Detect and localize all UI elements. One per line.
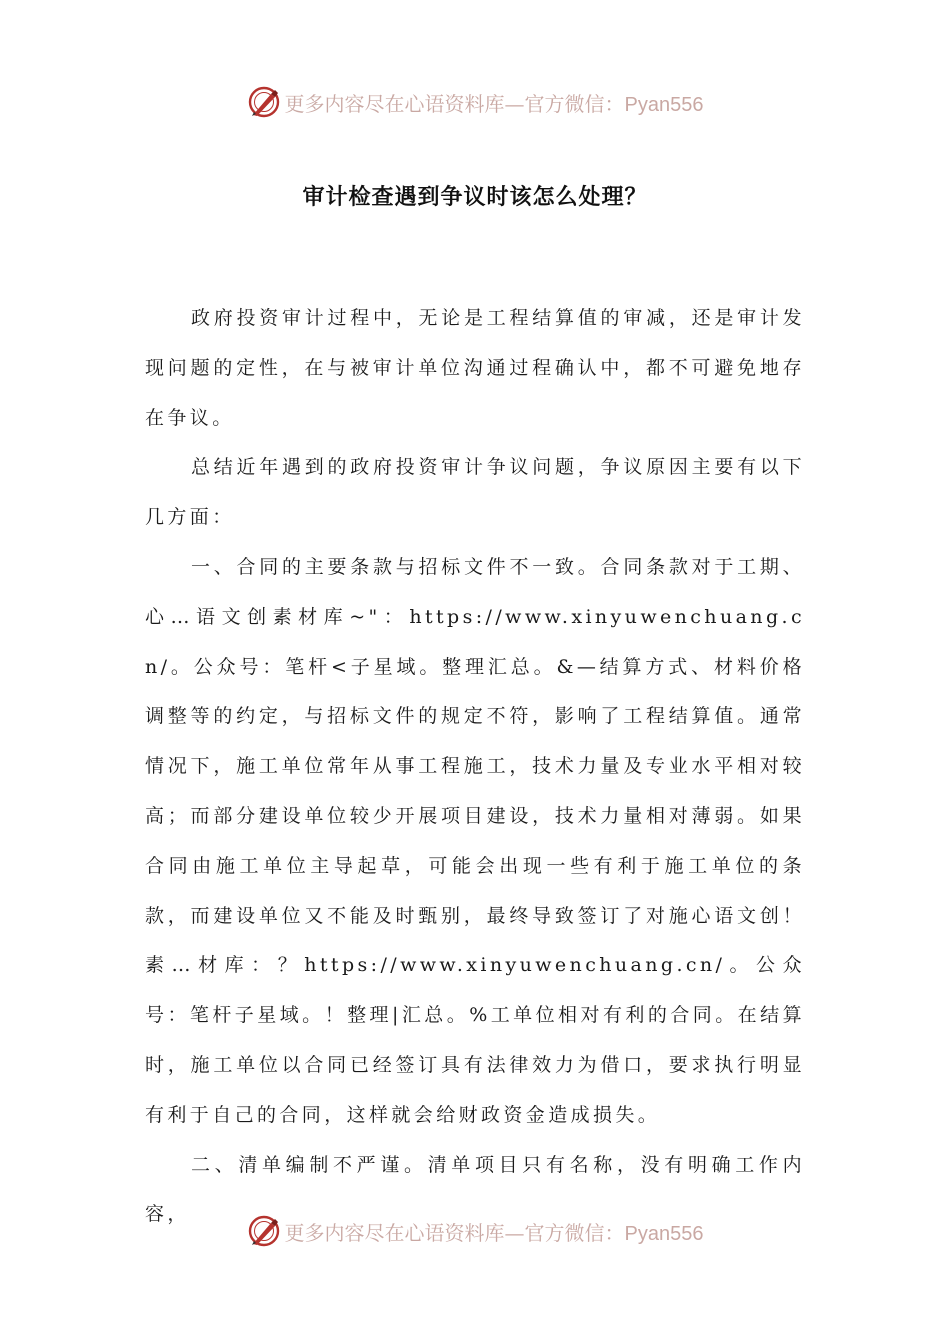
banner-text <box>285 1217 704 1246</box>
pen-seal-logo-icon <box>247 85 281 119</box>
paragraph-3: 一、合同的主要条款与招标文件不一致。合同条款对于工期、心…语文创素材库~"：https://www.xinyuwenchuang.cn/。公众号：笔杆<子星域。整理汇总。&—结算方式、材料价格调整等的约定，与招标文件的规定不符，影响了工程结算值。通常情况下，施工单位常年从事工程施工，技术力量及专业水平相对较高；而部分建设单位较少开展项目建设，技术力量相对薄弱。如果合同由施工单位主导起草，可能会出现一些有利于施工单位的条款，而建设单位又不能及时甄别，最终导致签订了对施心语文创！素…材库：？https://www.xinyuwenchuang.cn/。公众号：笔杆子星域。！整理|汇总。%工单位相对有利的合同。在结算时，施工单位以合同已经签订具有法律效力为借口，要求执行明显有利于自己的合同，这样就会给财政资金造成损失。 <box>145 555 805 1126</box>
pen-seal-logo-icon <box>247 1214 281 1248</box>
banner-wechat-id: Pyan556 <box>624 93 704 116</box>
banner-wechat-id: Pyan556 <box>624 1222 704 1245</box>
footer-watermark-banner <box>0 1211 950 1251</box>
document-title: 审计检查遇到争议时该怎么处理？ <box>302 185 648 210</box>
banner-text <box>285 88 704 117</box>
banner-text-cn: 更多内容尽在心语资料库—官方微信： <box>284 91 625 116</box>
banner-text-cn: 更多内容尽在心语资料库—官方微信： <box>284 1220 625 1245</box>
header-watermark-banner <box>0 82 950 122</box>
paragraph-2: 总结近年遇到的政府投资审计争议问题，争议原因主要有以下几方面： <box>145 456 805 529</box>
paragraph-1: 政府投资审计过程中，无论是工程结算值的审减，还是审计发现问题的定性，在与被审计单位沟通过程确认中，都不可避免地存在争议。 <box>145 307 805 429</box>
document-body <box>145 294 805 1240</box>
paragraph-4: 二、清单编制不严谨。清单项目只有名称，没有明确工作内容， <box>145 1153 805 1226</box>
